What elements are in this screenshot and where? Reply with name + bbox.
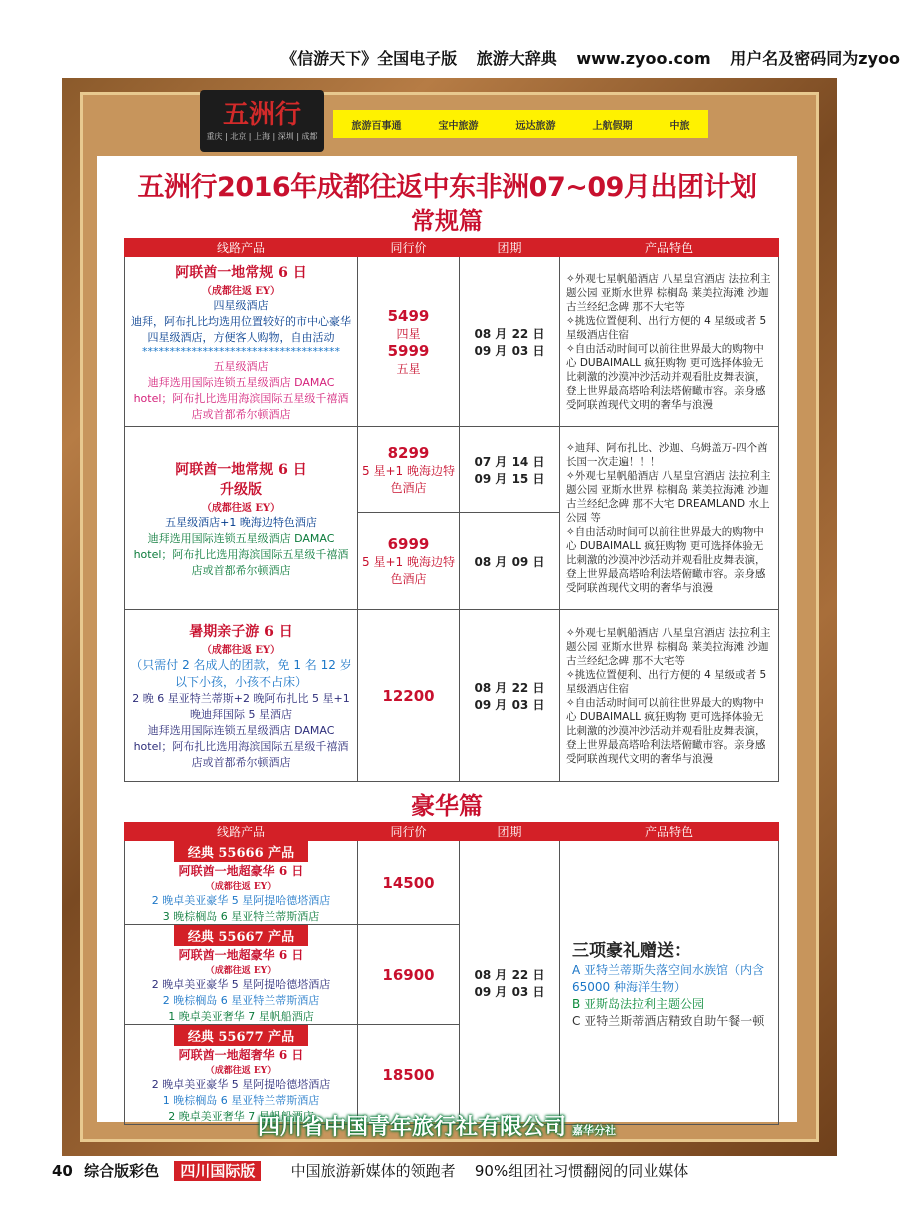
stay-line: 1 晚卓美亚奢华 7 星帆船酒店 — [168, 1010, 314, 1023]
dates-cell — [460, 513, 560, 610]
brand-logo — [200, 90, 324, 152]
stay-line: 1 晚棕榈岛 6 星亚特兰蒂斯酒店 — [162, 1094, 320, 1107]
footer-motto: 90%组团社习惯翻阅的同业媒体 — [474, 1162, 689, 1180]
col-price: 同行价 — [358, 239, 460, 257]
features-cell — [560, 257, 779, 427]
col-price: 同行价 — [358, 823, 460, 841]
feature-item: ✧自由活动时间可以前往世界最大的购物中心 DUBAIMALL 疯狂购物 更可选择体验无比刺激的沙漠冲沙活动并观看肚皮舞表演，登上世界最高塔哈利法塔俯瞰市容。亲身感受阿联酋现代文明的奢华与浪漫 — [566, 342, 766, 411]
sponsor-4: 上航假期 — [592, 120, 633, 132]
page-header — [0, 46, 900, 76]
product-badge: 经典 55667 产品 — [174, 925, 308, 946]
price-cell — [358, 841, 460, 925]
feature-item: ✧挑选位置便利、出行方便的 4 星级或者 5 星级酒店住宿 — [566, 668, 767, 695]
col-dates: 团期 — [460, 239, 560, 257]
product-badge: 经典 55666 产品 — [174, 841, 308, 862]
price-note: 5 星+1 晚海边特色酒店 — [362, 463, 455, 495]
date: 09 月 03 日 — [474, 343, 545, 358]
regular-section-title: 常规篇 — [411, 207, 483, 235]
date: 07 月 14 日 — [474, 454, 545, 469]
price-cell — [358, 925, 460, 1025]
product-stay: 2 晚 6 星亚特兰蒂斯+2 晚阿布扎比 5 星+1 晚迪拜国际 5 星酒店 — [132, 692, 350, 721]
product-cell — [125, 841, 358, 925]
dates-cell — [460, 841, 560, 1125]
col-product: 线路产品 — [125, 239, 358, 257]
price-cell — [358, 513, 460, 610]
gift-cell — [560, 841, 779, 1125]
header-url[interactable]: www.zyoo.com — [576, 49, 711, 68]
stay-line: 2 晚卓美亚豪华 5 星阿提哈德塔酒店 — [151, 894, 331, 907]
price: 14500 — [382, 873, 435, 892]
col-features: 产品特色 — [560, 823, 779, 841]
feature-item: ✧外观七星帆船酒店 八星皇宫酒店 法拉利主题公园 亚斯水世界 棕榈岛 莱美拉海滩 沙迦古兰经纪念碑 那不大宅 DREAMLAND 水上公园 等 — [566, 470, 771, 524]
sponsor-3: 远达旅游 — [515, 120, 556, 132]
product-name: 暑期亲子游 6 日 — [189, 624, 293, 640]
price-note: 五星 — [396, 361, 421, 376]
product-route: （成都往返 EY） — [205, 1066, 277, 1076]
date: 08 月 22 日 — [474, 326, 545, 341]
product-route: （成都往返 EY） — [201, 645, 281, 656]
features-cell — [560, 610, 779, 782]
stay-line: 2 晚卓美亚豪华 5 星阿提哈德塔酒店 — [151, 1078, 331, 1091]
price-note: 5 星+1 晚海边特色酒店 — [362, 555, 455, 586]
sponsor-1: 旅游百事通 — [351, 120, 402, 132]
product-name: 阿联酋一地超奢华 6 日 — [178, 1048, 304, 1062]
product-cell — [125, 610, 358, 782]
dates-cell — [460, 257, 560, 427]
date: 08 月 22 日 — [474, 967, 545, 982]
product-variant: 升级版 — [220, 481, 262, 498]
dates-cell — [460, 427, 560, 513]
product-route: （成都往返 EY） — [201, 502, 281, 514]
company-branch: 嘉华分社 — [572, 1124, 617, 1137]
product-offer: （只需付 2 名成人的团款，免 1 名 12 岁以下小孩，小孩不占床） — [130, 658, 352, 689]
table-row — [125, 610, 779, 782]
price-note: 四星 — [396, 326, 421, 341]
luxury-section-title: 豪华篇 — [411, 792, 483, 820]
product-route: （成都往返 EY） — [205, 882, 277, 892]
footer-tag: 四川国际版 — [174, 1161, 261, 1181]
price: 18500 — [382, 1065, 435, 1084]
stay-line: 2 晚卓美亚奢华 7 星帆船酒店 — [168, 1110, 314, 1123]
product-route: （成都往返 EY） — [205, 966, 277, 976]
product-name: 阿联酋一地常规 6 日 — [175, 461, 307, 478]
page-title: 五洲行2016年成都往返中东非洲07~09月出团计划 — [137, 172, 757, 203]
logo-text: 五洲行 — [222, 100, 301, 130]
date: 09 月 03 日 — [474, 697, 545, 712]
product-cell — [125, 257, 358, 427]
stay-line: 3 晚棕榈岛 6 星亚特兰蒂斯酒店 — [162, 910, 320, 923]
hotel-title: 四星级酒店 — [213, 298, 269, 312]
price: 5499 — [387, 306, 430, 325]
company-title: 四川省中国青年旅行社有限公司 — [258, 1115, 567, 1140]
hotel-title: 五星级酒店 — [213, 359, 269, 373]
header-magazine: 《信游天下》全国电子版 — [281, 49, 458, 68]
logo-cities: 重庆 | 北京 | 上海 | 深圳 | 成都 — [206, 132, 318, 141]
dates-cell — [460, 610, 560, 782]
product-route: （成都往返 EY） — [201, 285, 281, 297]
stay-line: 2 晚棕榈岛 6 星亚特兰蒂斯酒店 — [162, 994, 320, 1007]
table-row — [125, 841, 779, 925]
feature-item: ✧外观七星帆船酒店 八星皇宫酒店 法拉利主题公园 亚斯水世界 棕榈岛 莱美拉海滩 沙迦古兰经纪念碑 那不大宅等 — [566, 626, 771, 667]
product-cell — [125, 925, 358, 1025]
price-cell — [358, 427, 460, 513]
company-name — [258, 1110, 678, 1141]
sponsor-bar — [333, 110, 708, 138]
footer-motto: 中国旅游新媒体的领跑者 — [290, 1162, 456, 1180]
table-row — [125, 257, 779, 427]
date: 08 月 22 日 — [474, 680, 545, 695]
divider-stars: ************************************ — [142, 344, 340, 358]
price-cell — [358, 610, 460, 782]
hotel-title: 五星级酒店+1 晚海边特色酒店 — [165, 515, 317, 529]
price: 16900 — [382, 965, 435, 984]
hotel-desc: 迪拜选用国际连锁五星级酒店 DAMAC hotel；阿布扎比选用海滨国际五星级千禧酒店或首都希尔顿酒店 — [133, 375, 349, 421]
footer-section: 综合版彩色 — [84, 1162, 160, 1180]
gift-title: 三项豪礼赠送： — [572, 941, 691, 961]
feature-item: ✧外观七星帆船酒店 八星皇宫酒店 法拉利主题公园 亚斯水世界 棕榈岛 莱美拉海滩 沙迦古兰经纪念碑 那不大宅等 — [566, 272, 771, 313]
date: 09 月 15 日 — [474, 471, 545, 486]
header-dictionary: 旅游大辞典 — [476, 49, 557, 68]
price-cell — [358, 257, 460, 427]
product-name: 阿联酋一地超豪华 6 日 — [178, 948, 304, 962]
date: 08 月 09 日 — [474, 554, 545, 569]
price: 8299 — [387, 443, 430, 462]
features-cell — [560, 427, 779, 610]
page-number: 40 — [52, 1162, 73, 1180]
gift-item: A 亚特兰蒂斯失落空间水族馆（内含 65000 种海洋生物） — [572, 963, 765, 994]
date: 09 月 03 日 — [474, 984, 545, 999]
col-features: 产品特色 — [560, 239, 779, 257]
gift-item: C 亚特兰斯蒂酒店精致自助午餐一顿 — [572, 1014, 765, 1028]
regular-table — [124, 238, 779, 782]
feature-item: ✧自由活动时间可以前往世界最大的购物中心 DUBAIMALL 疯狂购物 更可选择体验无比刺激的沙漠冲沙活动并观看肚皮舞表演，登上世界最高塔哈利法塔俯瞰市容。亲身感受阿联酋现代文明的奢华与浪漫 — [566, 526, 766, 594]
hotel-desc: 迪拜选用国际连锁五星级酒店 DAMAC hotel；阿布扎比选用海滨国际五星级千禧酒店或首都希尔顿酒店 — [133, 531, 349, 577]
page-footer — [52, 1160, 852, 1182]
price: 5999 — [387, 341, 430, 360]
product-name: 阿联酋一地常规 6 日 — [175, 264, 307, 281]
table-row — [125, 427, 779, 513]
luxury-table — [124, 822, 779, 1125]
feature-item: ✧迪拜、阿布扎比、沙迦、乌姆盖万-四个酋长国一次走遍！！！ — [566, 442, 768, 468]
header-login-hint: 用户名及密码同为zyoo — [730, 49, 900, 68]
feature-item: ✧自由活动时间可以前往世界最大的购物中心 DUBAIMALL 疯狂购物 更可选择体验无比刺激的沙漠冲沙活动并观看肚皮舞表演，登上世界最高塔哈利法塔俯瞰市容。亲身感受阿联酋现代文明的奢华与浪漫 — [566, 696, 766, 765]
gift-item: B 亚斯岛法拉利主题公园 — [572, 997, 705, 1011]
product-badge: 经典 55677 产品 — [174, 1025, 308, 1046]
stay-line: 2 晚卓美亚豪华 5 星阿提哈德塔酒店 — [151, 978, 331, 991]
sponsor-2: 宝中旅游 — [438, 120, 479, 132]
hotel-desc: 迪拜选用国际连锁五星级酒店 DAMAC hotel；阿布扎比选用海滨国际五星级千禧酒店或首都希尔顿酒店 — [133, 724, 349, 769]
price: 6999 — [387, 535, 430, 553]
sponsor-5: 中旅 — [669, 120, 690, 132]
product-name: 阿联酋一地超豪华 6 日 — [178, 864, 304, 878]
col-dates: 团期 — [460, 823, 560, 841]
col-product: 线路产品 — [125, 823, 358, 841]
feature-item: ✧挑选位置便利、出行方便的 4 星级或者 5 星级酒店住宿 — [566, 314, 767, 341]
product-cell — [125, 427, 358, 610]
hotel-desc: 迪拜，阿布扎比均选用位置较好的市中心豪华四星级酒店，方便客人购物，自由活动 — [131, 314, 351, 344]
price: 12200 — [382, 686, 435, 705]
